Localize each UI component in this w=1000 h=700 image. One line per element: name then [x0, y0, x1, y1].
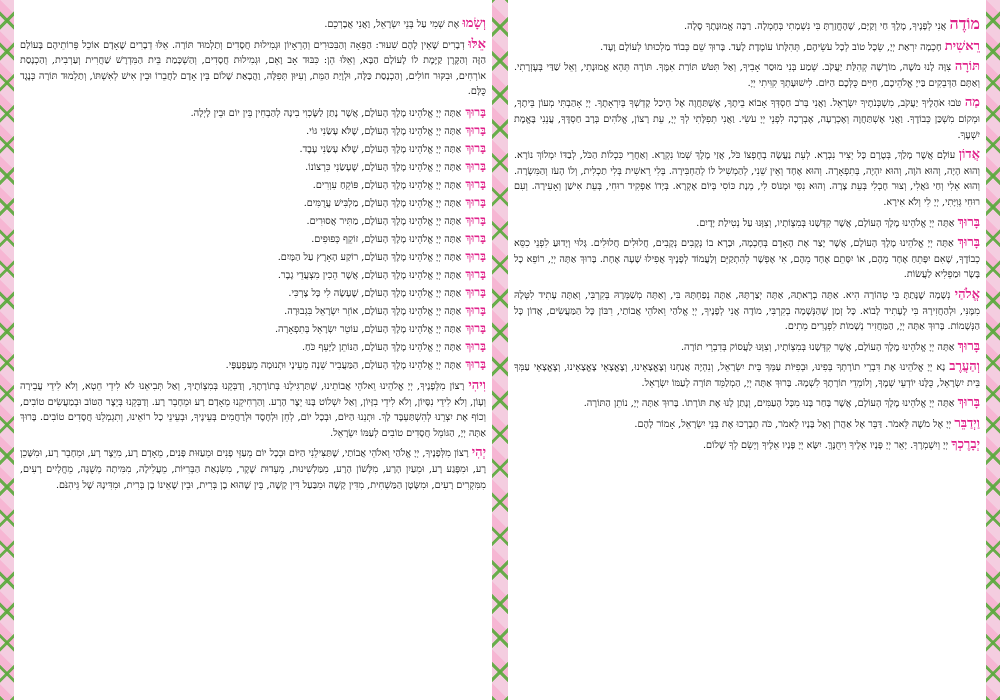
text-asher-bachar: אַתָּה יְיָ אֱלֹהֵינוּ מֶלֶךְ הָעוֹלָם, אֲשֶׁר בָּחַר בָּנוּ מִכָּל הָעַמִּים, וְנָתַן לָנוּ אֶת תּוֹרָתוֹ. בָּרוּךְ אַתָּה יְיָ, נוֹתֵן הַתּוֹרָה. — [583, 398, 955, 410]
lead-word-eilu: אֵלּוּ — [468, 36, 486, 52]
text-modeh: אֲנִי לְפָנֶיךָ, מֶלֶךְ חַי וְקַיָּם, שֶׁהֶחֱזַרְתָּ בִּי נִשְׁמָתִי בְּחֶמְלָה. רַבָּה אֱמוּנָתֶךָ סֶלָה. — [684, 21, 947, 32]
lead-word-baruch: בָּרוּךְ — [465, 230, 486, 245]
lead-word-vihi: וִיהִי — [468, 377, 486, 393]
blessing-line — [20, 302, 486, 320]
paragraph-yevarechecha — [514, 437, 980, 454]
blessing-text: אַתָּה יְיָ אֱלֹהֵינוּ מֶלֶךְ הָעוֹלָם, זוֹקֵף כְּפוּפִים. — [311, 233, 462, 245]
text-torah: צִוָּה לָנוּ מֹשֶׁה, מוֹרָשָׁה קְהִלַּת יַעֲקֹב. שְׁמַע בְּנִי מוּסַר אָבִיךָ, וְאַל תִּטֹּשׁ תּוֹרַת אִמֶּךָ. תּוֹרָה תְּהֵא אֱמוּנָתִי, וְאֵל שַׁדַּי בְּעֶזְרָתִי. וְאַתֶּם הַדְּבֵקִים בַּייָ אֱלֹהֵיכֶם, חַיִּים כֻּלְּכֶם הַיּוֹם. לִישׁוּעָתְךָ קִוִּיתִי יְיָ. — [514, 62, 980, 89]
blessing-line — [20, 230, 486, 248]
lead-word-baruch: בָּרוּךְ — [465, 320, 486, 335]
lead-word-vaydaber: וַיְדַבֵּר — [954, 416, 980, 432]
lead-word-baruch: בָּרוּךְ — [465, 266, 486, 281]
text-reishit: חָכְמָה יִרְאַת יְיָ, שֵׂכֶל טוֹב לְכָל עֹשֵׂיהֶם, תְּהִלָּתוֹ עוֹמֶדֶת לָעַד. בָּרוּךְ שֵׁם כְּבוֹד מַלְכוּתוֹ לְעוֹלָם וָעֶד. — [600, 41, 942, 53]
blessing-text: אַתָּה יְיָ אֱלֹהֵינוּ מֶלֶךְ הָעוֹלָם, שֶׁלֹּא עָשַׂנִי עָבֶד. — [299, 143, 462, 155]
lead-word-baruch: בָּרוּךְ — [465, 212, 486, 227]
text-mah: טֹּבוּ אֹהָלֶיךָ יַעֲקֹב, מִשְׁכְּנֹתֶיךָ יִשְׂרָאֵל. וַאֲנִי בְּרֹב חַסְדְּךָ אָבוֹא בֵיתֶךָ, אֶשְׁתַּחֲוֶה אֶל הֵיכַל קָדְשְׁךָ בְּיִרְאָתֶךָ. יְיָ אָהַבְתִּי מְעוֹן בֵּיתֶךָ, וּמְקוֹם מִשְׁכַּן כְּבוֹדֶךָ. וַאֲנִי אֶשְׁתַּחֲוֶה וְאֶכְרָעָה, אֶבְרְכָה לִפְנֵי יְיָ עֹשִׂי. וַאֲנִי תְפִלָּתִי לְךָ יְיָ, עֵת רָצוֹן, אֱלֹהִים בְּרָב חַסְדֶּךָ, עֲנֵנִי בֶּאֱמֶת יִשְׁעֶךָ. — [514, 98, 980, 141]
lead-word-baruch: בָּרוּךְ — [465, 176, 486, 191]
blessing-line — [20, 140, 486, 158]
blessing-text: אַתָּה יְיָ אֱלֹהֵינוּ מֶלֶךְ הָעוֹלָם, אֲשֶׁר נָתַן לַשֶּׂכְוִי בִינָה לְהַבְחִין בֵּין יוֹם וּבֵין לָיְלָה. — [190, 107, 462, 119]
lead-word-baruch: בָּרוּךְ — [465, 158, 486, 173]
blessing-text: אַתָּה יְיָ אֱלֹהֵינוּ מֶלֶךְ הָעוֹלָם, אוֹזֵר יִשְׂרָאֵל בִּגְבוּרָה. — [284, 305, 462, 317]
morning-blessings-list — [20, 104, 486, 374]
text-netilat: אַתָּה יְיָ אֱלֹהֵינוּ מֶלֶךְ הָעוֹלָם, אֲשֶׁר קִדְּשָׁנוּ בְּמִצְוֹתָיו, וְצִוָּנוּ עַל נְטִילַת יָדָיִם. — [696, 217, 955, 229]
lead-word-vesamu: וְשָׂמוּ — [462, 16, 486, 31]
lead-word-adon: אֲדוֹן — [958, 147, 980, 163]
paragraph-asher-yatzar — [514, 235, 980, 283]
paragraph-vaydaber — [514, 416, 980, 433]
text-vehaarev: נָא יְיָ אֱלֹהֵינוּ אֶת דִּבְרֵי תוֹרָתְךָ בְּפִינוּ, וּבְפִיּוֹת עַמְּךָ בֵּית יִשְׂרָאֵל, וְנִהְיֶה אֲנַחְנוּ וְצֶאֱצָאֵינוּ, וְצֶאֱצָאֵי צֶאֱצָאֵינוּ, וְצֶאֱצָאֵי עַמְּךָ בֵּית יִשְׂרָאֵל, כֻּלָּנוּ יוֹדְעֵי שְׁמֶךָ, וְלוֹמְדֵי תוֹרָתֶךָ לִשְׁמָהּ. בָּרוּךְ אַתָּה יְיָ, הַמְלַמֵּד תּוֹרָה לְעַמּוֹ יִשְׂרָאֵל. — [514, 362, 980, 389]
lead-word-elohai: אֱלֹהַי — [954, 286, 980, 302]
lead-word-reishit: רֵאשִׁית — [944, 38, 980, 54]
lead-word-modeh: מוֹדֶה — [949, 16, 980, 33]
right-page — [514, 16, 980, 686]
text-yehi-ratzon: רָצוֹן מִלְּפָנֶיךָ, יְיָ אֱלֹהַי וֵאלֹהֵי אֲבוֹתַי, שֶׁתַּצִּילֵנִי הַיּוֹם וּבְכָל יוֹם מֵעַזֵּי פָנִים וּמֵעַזּוּת פָּנִים, מֵאָדָם רָע, מִיֵּצֶר רָע, וּמֵחָבֵר רָע, וּמִשָּׁכֵן רָע, וּמִפֶּגַע רָע, וּמֵעַיִן הָרָע, מִלָּשׁוֹן הָרָע, מִמַּלְשִׁינוּת, מֵעֵדוּת שֶׁקֶר, מִשִּׂנְאַת הַבְּרִיּוֹת, מֵעֲלִילָה, מִמִּיתָה מְשֻׁנָּה, מֵחֳלָיִים רָעִים, מִמִּקְרִים רָעִים, וּמִשָּׂטָן הַמַּשְׁחִית, מִדִּין קָשֶׁה וּמִבַּעַל דִּין קָשֶׁה, בֵּין שֶׁהוּא בֶן בְּרִית, וּבֵין שֶׁאֵינוֹ בֶן בְּרִית, וּמִדִּינָהּ שֶׁל גֵּיהִנֹּם. — [20, 448, 486, 491]
paragraph-mah — [514, 95, 980, 143]
text-eilu: דְבָרִים שֶׁאֵין לָהֶם שִׁעוּר: הַפֵּאָה וְהַבִּכּוּרִים וְהָרֵאָיוֹן וּגְמִילוּת חֲסָדִים וְתַלְמוּד תּוֹרָה. אֵלּוּ דְבָרִים שֶׁאָדָם אוֹכֵל פֵּרוֹתֵיהֶם בָּעוֹלָם הַזֶּה וְהַקֶּרֶן קַיֶּמֶת לוֹ לָעוֹלָם הַבָּא, וְאֵלּוּ הֵן: כִּבּוּד אָב וָאֵם, וּגְמִילוּת חֲסָדִים, וְהַשְׁכָּמַת בֵּית הַמִּדְרָשׁ שַׁחֲרִית וְעַרְבִית, וְהַכְנָסַת אוֹרְחִים, וּבִקּוּר חוֹלִים, וְהַכְנָסַת כַּלָּה, וּלְוָיַת הַמֵּת, וְעִיּוּן תְּפִלָּה, וַהֲבָאַת שָׁלוֹם בֵּין אָדָם לַחֲבֵרוֹ וּבֵין אִישׁ לְאִשְׁתּוֹ, וְתַלְמוּד תּוֹרָה כְּנֶגֶד כֻּלָּם. — [20, 39, 486, 98]
paragraph-vihi-ratzon — [20, 378, 486, 441]
paragraph-yehi-ratzon — [20, 445, 486, 493]
text-birkat-hatorah: אַתָּה יְיָ אֱלֹהֵינוּ מֶלֶךְ הָעוֹלָם, אֲשֶׁר קִדְּשָׁנוּ בְּמִצְוֹתָיו, וְצִוָּנוּ לַעֲסוֹק בְּדִבְרֵי תוֹרָה. — [681, 341, 955, 353]
paragraph-elohai — [514, 287, 980, 335]
blessing-text: אַתָּה יְיָ אֱלֹהֵינוּ מֶלֶךְ הָעוֹלָם, הַנּוֹתֵן לַיָּעֵף כֹּחַ. — [301, 341, 462, 353]
lead-word-torah: תּוֹרָה — [954, 59, 980, 75]
lead-word-baruch: בָּרוּךְ — [957, 214, 980, 230]
blessing-text: אַתָּה יְיָ אֱלֹהֵינוּ מֶלֶךְ הָעוֹלָם, אֲשֶׁר הֵכִין מִצְעֲדֵי גָבֶר. — [277, 269, 462, 281]
blessing-line — [20, 212, 486, 230]
paragraph-asher-bachar — [514, 395, 980, 412]
text-elohai: נְשָׁמָה שֶׁנָּתַתָּ בִּי טְהוֹרָה הִיא. אַתָּה בְרָאתָהּ, אַתָּה יְצַרְתָּהּ, אַתָּה נְפַחְתָּהּ בִּי, וְאַתָּה מְשַׁמְּרָהּ בְּקִרְבִּי, וְאַתָּה עָתִיד לִטְּלָהּ מִמֶּנִּי, וּלְהַחֲזִירָהּ בִּי לֶעָתִיד לָבוֹא. כָּל זְמַן שֶׁהַנְּשָׁמָה בְקִרְבִּי, מוֹדֶה אֲנִי לְפָנֶיךָ, יְיָ אֱלֹהַי וֵאלֹהֵי אֲבוֹתַי, רִבּוֹן כָּל הַמַּעֲשִׂים, אֲדוֹן כָּל הַנְּשָׁמוֹת. בָּרוּךְ אַתָּה יְיָ, הַמַּחֲזִיר נְשָׁמוֹת לִפְגָרִים מֵתִים. — [514, 289, 980, 333]
decorative-border-right — [986, 0, 1000, 700]
lead-word-baruch: בָּרוּךְ — [465, 194, 486, 209]
blessing-text: אַתָּה יְיָ אֱלֹהֵינוּ מֶלֶךְ הָעוֹלָם, פּוֹקֵחַ עִוְרִים. — [312, 179, 462, 191]
blessing-text: אַתָּה יְיָ אֱלֹהֵינוּ מֶלֶךְ הָעוֹלָם, שֶׁעָשַׂנִי כִּרְצוֹנוֹ. — [305, 161, 462, 173]
lead-word-baruch: בָּרוּךְ — [465, 140, 486, 155]
blessing-line — [20, 266, 486, 284]
lead-word-baruch: בָּרוּךְ — [465, 248, 486, 263]
lead-word-baruch: בָּרוּךְ — [465, 122, 486, 137]
blessing-text: אַתָּה יְיָ אֱלֹהֵינוּ מֶלֶךְ הָעוֹלָם, רוֹקַע הָאָרֶץ עַל הַמָּיִם. — [277, 251, 462, 263]
blessing-text: אַתָּה יְיָ אֱלֹהֵינוּ מֶלֶךְ הָעוֹלָם, שֶׁלֹּא עָשַׂנִי גּוֹי. — [306, 125, 462, 137]
blessing-line — [20, 104, 486, 122]
blessing-line — [20, 284, 486, 302]
lead-word-baruch: בָּרוּךְ — [465, 356, 486, 371]
left-page — [20, 16, 486, 686]
lead-word-mah: מַה — [964, 95, 980, 111]
blessing-line — [20, 158, 486, 176]
paragraph-modeh — [514, 16, 980, 35]
blessing-line — [20, 122, 486, 140]
text-vesamu: אֶת שְׁמִי עַל בְּנֵי יִשְׂרָאֵל, וַאֲנִי אֲבָרְכֵם. — [324, 19, 460, 30]
lead-word-baruch: בָּרוּךְ — [465, 284, 486, 299]
paragraph-adon — [514, 147, 980, 210]
blessing-text: אַתָּה יְיָ אֱלֹהֵינוּ מֶלֶךְ הָעוֹלָם, מַלְבִּישׁ עֲרֻמִּים. — [303, 197, 462, 209]
lead-word-vehaarev: וְהַעֲרֶב — [949, 359, 980, 375]
blessing-text: אַתָּה יְיָ אֱלֹהֵינוּ מֶלֶךְ הָעוֹלָם, הַמַּעֲבִיר שֵׁנָה מֵעֵינָי וּתְנוּמָה מֵעַפְעַפָּי. — [225, 359, 462, 371]
blessing-line — [20, 320, 486, 338]
blessing-line — [20, 176, 486, 194]
lead-word-yehi: יְהִי — [471, 445, 486, 461]
blessing-line — [20, 194, 486, 212]
blessing-text: אַתָּה יְיָ אֱלֹהֵינוּ מֶלֶךְ הָעוֹלָם, מַתִּיר אֲסוּרִים. — [306, 215, 462, 227]
paragraph-birkat-hatorah — [514, 339, 980, 356]
text-vaydaber: יְיָ אֶל מֹשֶׁה לֵּאמֹר. דַּבֵּר אֶל אַהֲרֹן וְאֶל בָּנָיו לֵאמֹר, כֹּה תְבָרְכוּ אֶת בְּנֵי יִשְׂרָאֵל, אָמוֹר לָהֶם. — [634, 419, 952, 431]
lead-word-baruch: בָּרוּךְ — [465, 338, 486, 353]
paragraph-vesamu — [20, 16, 486, 33]
text-yevarechecha: יְיָ וְיִשְׁמְרֶךָ. יָאֵר יְיָ פָּנָיו אֵלֶיךָ וִיחֻנֶּךָּ. יִשָּׂא יְיָ פָּנָיו אֵלֶיךָ וְיָשֵׂם לְךָ שָׁלוֹם. — [702, 439, 949, 451]
text-vihi-ratzon: רָצוֹן מִלְּפָנֶיךָ, יְיָ אֱלֹהֵינוּ וֵאלֹהֵי אֲבוֹתֵינוּ, שֶׁתַּרְגִּילֵנוּ בְּתוֹרָתֶךָ, וְדַבְּקֵנוּ בְּמִצְוֹתֶיךָ, וְאַל תְּבִיאֵנוּ לֹא לִידֵי חֵטְא, וְלֹא לִידֵי עֲבֵירָה וְעָוֹן, וְלֹא לִידֵי נִסָּיוֹן, וְלֹא לִידֵי בִזָּיוֹן, וְאַל יִשְׁלוֹט בָּנוּ יֵצֶר הָרָע. וְהַרְחִיקֵנוּ מֵאָדָם רָע וּמֵחָבֵר רָע. וְדַבְּקֵנוּ בְּיֵצֶר הַטּוֹב וּבְמַעֲשִׂים טוֹבִים, וְכוֹף אֶת יִצְרֵנוּ לְהִשְׁתַּעְבֶּד לָךְ. וּתְנֵנוּ הַיּוֹם, וּבְכָל יוֹם, לְחֵן וּלְחֶסֶד וּלְרַחֲמִים בְּעֵינֶיךָ, וּבְעֵינֵי כָל רוֹאֵינוּ, וְתִגְמְלֵנוּ חֲסָדִים טוֹבִים. בָּרוּךְ אַתָּה יְיָ, הַגּוֹמֵל חֲסָדִים טוֹבִים לְעַמּוֹ יִשְׂרָאֵל. — [20, 380, 486, 439]
paragraph-reishit — [514, 39, 980, 56]
lead-word-baruch: בָּרוּךְ — [957, 395, 980, 411]
blessing-line — [20, 356, 486, 374]
lead-word-baruch: בָּרוּךְ — [957, 235, 980, 251]
text-adon: עוֹלָם אֲשֶׁר מָלַךְ, בְּטֶרֶם כָּל יְצִיר נִבְרָא. לְעֵת נַעֲשָׂה בְחֶפְצוֹ כֹּל, אֲזַי מֶלֶךְ שְׁמוֹ נִקְרָא. וְאַחֲרֵי כִּכְלוֹת הַכֹּל, לְבַדּוֹ יִמְלוֹךְ נוֹרָא. וְהוּא הָיָה, וְהוּא הֹוֶה, וְהוּא יִהְיֶה, בְּתִפְאָרָה. וְהוּא אֶחָד וְאֵין שֵׁנִי, לְהַמְשִׁיל לוֹ לְהַחְבִּירָה. בְּלִי רֵאשִׁית בְּלִי תַכְלִית, וְלוֹ הָעֹז וְהַמִּשְׂרָה. וְהוּא אֵלִי וְחַי גֹּאֲלִי, וְצוּר חֶבְלִי בְּעֵת צָרָה. וְהוּא נִסִּי וּמָנוֹס לִי, מְנָת כּוֹסִי בְּיוֹם אֶקְרָא. בְּיָדוֹ אַפְקִיד רוּחִי, בְּעֵת אִישַׁן וְאָעִירָה. וְעִם רוּחִי גְּוִיָּתִי, יְיָ לִי וְלֹא אִירָא. — [514, 150, 980, 208]
lead-word-baruch: בָּרוּךְ — [465, 104, 486, 119]
paragraph-netilat — [514, 215, 980, 232]
lead-word-baruch: בָּרוּךְ — [465, 302, 486, 317]
blessing-text: אַתָּה יְיָ אֱלֹהֵינוּ מֶלֶךְ הָעוֹלָם, שֶׁעָשָׂה לִי כָּל צָרְכִּי. — [288, 287, 462, 299]
lead-word-baruch: בָּרוּךְ — [957, 338, 980, 354]
blessing-line — [20, 248, 486, 266]
paragraph-eilu — [20, 37, 486, 100]
paragraph-vehaarev — [514, 359, 980, 391]
paragraph-torah — [514, 59, 980, 91]
text-asher-yatzar: אַתָּה יְיָ אֱלֹהֵינוּ מֶלֶךְ הָעוֹלָם, אֲשֶׁר יָצַר אֶת הָאָדָם בְּחָכְמָה, וּבָרָא בוֹ נְקָבִים נְקָבִים, חֲלוּלִים חֲלוּלִים. גָּלוּי וְיָדוּעַ לִפְנֵי כִסֵּא כְבוֹדֶךָ, שֶׁאִם יִפָּתֵחַ אֶחָד מֵהֶם, אוֹ יִסָּתֵם אֶחָד מֵהֶם, אִי אֶפְשָׁר לְהִתְקַיֵּם וְלַעֲמוֹד לְפָנֶיךָ אֲפִילוּ שָׁעָה אֶחָת. בָּרוּךְ אַתָּה יְיָ, רוֹפֵא כָל בָּשָׂר וּמַפְלִיא לַעֲשׂוֹת. — [514, 238, 980, 281]
blessing-text: אַתָּה יְיָ אֱלֹהֵינוּ מֶלֶךְ הָעוֹלָם, עוֹטֵר יִשְׂרָאֵל בְּתִפְאָרָה. — [274, 323, 462, 335]
lead-word-yevarechecha: יְבָרֶכְךָ — [951, 436, 980, 452]
blessing-line — [20, 338, 486, 356]
decorative-gutter — [492, 0, 508, 700]
decorative-border-left — [0, 0, 14, 700]
